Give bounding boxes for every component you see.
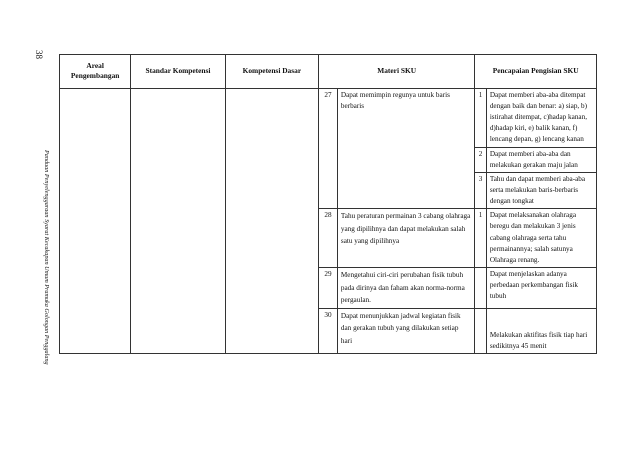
side-caption: Panduan Penyelenggaraan Syarat Kecakapan Umum Pramuka Golongan Penggalang: [43, 150, 50, 365]
achievement-text: Dapat memberi aba-aba dan melakukan gerakan maju jalan: [486, 147, 596, 172]
header-material: Materi SKU: [319, 55, 475, 89]
material-text: Dapat memimpin regunya untuk baris berbaris: [337, 88, 474, 209]
row-number: 28: [319, 209, 338, 268]
achievement-text: Dapat melaksanakan olahraga beregu dan melakukan 3 jenis cabang olahraga serta tahu permainannya; salah satunya Olahraga renang.: [486, 209, 596, 268]
material-text: Dapat menunjukkan jadwal kegiatan fisik dan gerakan tubuh yang dilakukan setiap hari: [337, 308, 474, 353]
sub-number: [475, 268, 487, 309]
row-number: 30: [319, 308, 338, 353]
material-text: Mengetahui ciri-ciri perubahan fisik tubuh pada dirinya dan faham akan norma-norma pergaulan.: [337, 268, 474, 309]
achievement-text: Dapat memberi aba-aba ditempat dengan baik dan benar: a) siap, b) istirahat ditempat, c)hadap kanan, d)hadap kiri, e) balik kanan, f) lencang depan, g) lencang kanan: [486, 88, 596, 147]
achievement-text: Dapat menjelaskan adanya perbedaan perkembangan fisik tubuh: [486, 268, 596, 309]
page-number: 38: [34, 50, 44, 59]
area-cell: [60, 88, 131, 353]
achievement-cell: [486, 308, 596, 353]
sub-number: 3: [475, 172, 487, 208]
table-row: [60, 88, 597, 147]
basic-cell: [225, 88, 318, 353]
header-achievement: Pencapaian Pengisian SKU: [475, 55, 597, 89]
header-standard: Standar Kompetensi: [131, 55, 225, 89]
header-basic: Kompetensi Dasar: [225, 55, 318, 89]
material-text: Tahu peraturan permainan 3 cabang olahraga yang dipilihnya dan dapat melakukan salah satu yang dipilihnya: [337, 209, 474, 268]
sub-number: 1: [475, 88, 487, 147]
row-number: 29: [319, 268, 338, 309]
achievement-text: Melakukan aktifitas fisik tiap hari sedikitnya 45 menit: [489, 330, 588, 350]
header-row: [60, 55, 597, 89]
standard-cell: [131, 88, 225, 353]
sub-number: [475, 308, 487, 353]
header-area: Areal Pengembangan: [60, 55, 131, 89]
sub-number: 1: [475, 209, 487, 268]
achievement-text: Tahu dan dapat memberi aba-aba serta melakukan baris-berbaris dengan tongkat: [486, 172, 596, 208]
row-number: 27: [319, 88, 338, 209]
sku-table: [59, 54, 597, 354]
sub-number: 2: [475, 147, 487, 172]
